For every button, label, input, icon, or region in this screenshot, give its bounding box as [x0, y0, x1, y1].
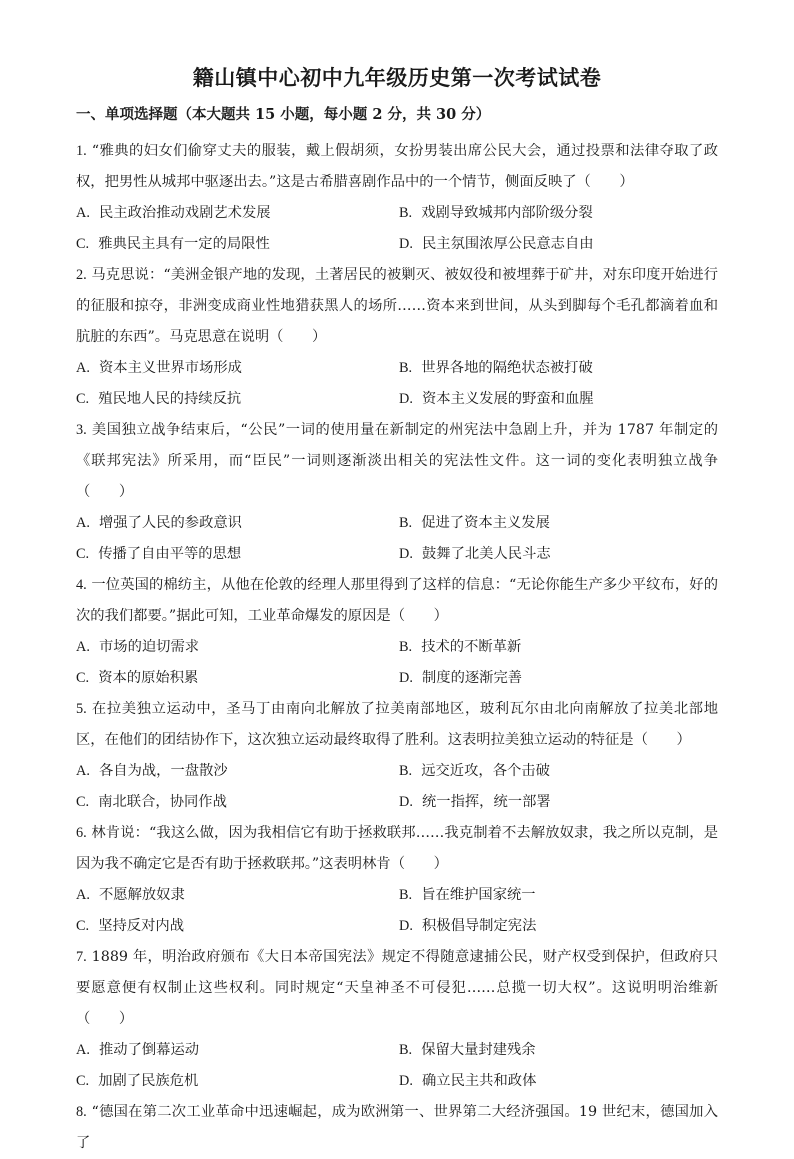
- option-a: [76, 198, 399, 229]
- option-label: B.: [399, 1042, 413, 1058]
- option-text: 鼓舞了北美人民斗志: [422, 546, 551, 562]
- option-text: 世界各地的隔绝状态被打破: [421, 360, 593, 376]
- answer-options: [76, 756, 718, 818]
- question-block: [76, 1097, 718, 1159]
- option-label: D.: [399, 546, 413, 562]
- option-label: C.: [76, 794, 90, 810]
- option-text: 民主政治推动戏剧艺术发展: [99, 205, 271, 221]
- option-a: [76, 353, 399, 384]
- option-c: [76, 384, 399, 415]
- question-text: 在拉美独立运动中，圣马丁由南向北解放了拉美南部地区，玻利瓦尔由北向南解放了拉美北部地区，在他们的团结协作下，这次独立运动最终取得了胜利。这表明拉美独立运动的特征是（ ）: [76, 701, 718, 748]
- option-text: 增强了人民的参政意识: [99, 515, 242, 531]
- option-a: [76, 1035, 399, 1066]
- option-label: D.: [399, 794, 413, 810]
- option-b: [399, 756, 718, 787]
- question-text: 1889 年，明治政府颁布《大日本帝国宪法》规定不得随意逮捕公民，财产权受到保护，但政府只要愿意便有权制止这些权利。同时规定“天皇神圣不可侵犯……总揽一切大权”。这说明明治维新（ ）: [76, 949, 718, 1027]
- question-list: [76, 136, 718, 1159]
- option-label: A.: [76, 205, 90, 221]
- question-stem: [76, 260, 718, 353]
- option-text: 远交近攻，各个击破: [421, 763, 550, 779]
- option-text: 促进了资本主义发展: [421, 515, 550, 531]
- option-label: B.: [399, 205, 413, 221]
- option-text: 各自为战，一盘散沙: [99, 763, 228, 779]
- option-label: D.: [399, 391, 413, 407]
- option-text: 不愿解放奴隶: [99, 887, 185, 903]
- option-label: B.: [399, 887, 413, 903]
- question-text: 马克思说：“美洲金银产地的发现，土著居民的被剿灭、被奴役和被埋葬于矿井，对东印度开始进行的征服和掠夺，非洲变成商业性地猎获黑人的场所……资本来到世间，从头到脚每个毛孔都滴着血和肮脏的东西”。马克思意在说明（ ）: [76, 267, 718, 345]
- option-text: 资本的原始积累: [98, 670, 199, 686]
- option-label: D.: [399, 1073, 413, 1089]
- question-block: [76, 570, 718, 694]
- option-text: 资本主义世界市场形成: [99, 360, 242, 376]
- option-text: 资本主义发展的野蛮和血腥: [422, 391, 594, 407]
- option-c: [76, 229, 399, 260]
- option-d: [399, 663, 718, 694]
- option-label: D.: [399, 670, 413, 686]
- option-label: A.: [76, 763, 90, 779]
- question-number: 7.: [76, 949, 87, 965]
- option-label: B.: [399, 763, 413, 779]
- option-b: [399, 632, 718, 663]
- option-c: [76, 539, 399, 570]
- option-text: 统一指挥，统一部署: [422, 794, 551, 810]
- option-c: [76, 911, 399, 942]
- question-block: [76, 818, 718, 942]
- option-label: C.: [76, 1073, 90, 1089]
- option-label: C.: [76, 546, 90, 562]
- option-text: 确立民主共和政体: [422, 1073, 537, 1089]
- option-a: [76, 508, 399, 539]
- question-stem: [76, 1097, 718, 1159]
- question-text: “德国在第二次工业革命中迅速崛起，成为欧洲第一、世界第二大经济强国。19 世纪末，德国加入了: [76, 1104, 719, 1151]
- option-label: B.: [399, 639, 413, 655]
- question-stem: [76, 818, 718, 880]
- option-d: [399, 539, 718, 570]
- option-d: [399, 911, 718, 942]
- option-label: B.: [399, 360, 413, 376]
- option-text: 戏剧导致城邦内部阶级分裂: [421, 205, 593, 221]
- question-stem: [76, 694, 718, 756]
- option-label: A.: [76, 887, 90, 903]
- option-label: D.: [399, 236, 413, 252]
- option-label: D.: [399, 918, 413, 934]
- option-d: [399, 384, 718, 415]
- answer-options: [76, 880, 718, 942]
- answer-options: [76, 508, 718, 570]
- question-block: [76, 260, 718, 415]
- option-text: 推动了倒幕运动: [99, 1042, 200, 1058]
- option-b: [399, 198, 718, 229]
- question-number: 3.: [76, 422, 87, 438]
- option-d: [399, 787, 718, 818]
- option-text: 雅典民主具有一定的局限性: [98, 236, 270, 252]
- question-number: 6.: [76, 825, 87, 841]
- question-stem: [76, 136, 718, 198]
- question-number: 1.: [76, 143, 87, 159]
- option-a: [76, 632, 399, 663]
- question-stem: [76, 415, 718, 508]
- question-text: “雅典的妇女们偷穿丈夫的服装，戴上假胡须，女扮男装出席公民大会，通过投票和法律夺取了政权，把男性从城邦中驱逐出去。”这是古希腊喜剧作品中的一个情节，侧面反映了（ ）: [76, 143, 719, 190]
- answer-options: [76, 1035, 718, 1097]
- option-b: [399, 353, 718, 384]
- option-b: [399, 508, 718, 539]
- question-block: [76, 694, 718, 818]
- option-d: [399, 229, 718, 260]
- answer-options: [76, 632, 718, 694]
- option-text: 坚持反对内战: [98, 918, 184, 934]
- option-text: 民主氛围浓厚公民意志自由: [422, 236, 594, 252]
- option-c: [76, 663, 399, 694]
- option-label: A.: [76, 515, 90, 531]
- answer-options: [76, 353, 718, 415]
- exam-title: 籍山镇中心初中九年级历史第一次考试试卷: [192, 65, 602, 90]
- question-text: 林肯说：“我这么做，因为我相信它有助于拯救联邦……我克制着不去解放奴隶，我之所以克制，是因为我不确定它是否有助于拯救联邦。”这表明林肯（ ）: [76, 825, 718, 872]
- option-label: C.: [76, 236, 90, 252]
- question-stem: [76, 942, 718, 1035]
- option-label: A.: [76, 1042, 90, 1058]
- option-label: B.: [399, 515, 413, 531]
- question-number: 2.: [76, 267, 87, 283]
- question-text: 美国独立战争结束后，“公民”一词的使用量在新制定的州宪法中急剧上升，并为 1787 年制定的《联邦宪法》所采用，而“臣民”一词则逐渐淡出相关的宪法性文件。这一词的变化表明独立战争（ ）: [76, 422, 719, 500]
- option-c: [76, 787, 399, 818]
- section-heading: 一、单项选择题（本大题共 15 小题，每小题 2 分，共 30 分）: [76, 106, 491, 123]
- question-text: 一位英国的棉纺主，从他在伦敦的经理人那里得到了这样的信息：“无论你能生产多少平纹布，好的次的我们都要。”据此可知，工业革命爆发的原因是（ ）: [76, 577, 718, 624]
- question-number: 5.: [76, 701, 87, 717]
- option-label: C.: [76, 918, 90, 934]
- question-block: [76, 942, 718, 1097]
- option-text: 南北联合，协同作战: [98, 794, 227, 810]
- option-text: 保留大量封建残余: [421, 1042, 536, 1058]
- option-label: C.: [76, 670, 90, 686]
- option-text: 加剧了民族危机: [98, 1073, 199, 1089]
- option-b: [399, 880, 718, 911]
- question-number: 8.: [76, 1104, 87, 1120]
- option-d: [399, 1066, 718, 1097]
- option-label: C.: [76, 391, 90, 407]
- question-block: [76, 415, 718, 570]
- option-text: 技术的不断革新: [421, 639, 522, 655]
- option-text: 制度的逐渐完善: [422, 670, 523, 686]
- answer-options: [76, 198, 718, 260]
- option-text: 积极倡导制定宪法: [422, 918, 537, 934]
- option-a: [76, 756, 399, 787]
- option-a: [76, 880, 399, 911]
- option-text: 传播了自由平等的思想: [98, 546, 242, 562]
- question-block: [76, 136, 718, 260]
- option-text: 殖民地人民的持续反抗: [98, 391, 242, 407]
- question-stem: [76, 570, 718, 632]
- option-c: [76, 1066, 399, 1097]
- option-b: [399, 1035, 718, 1066]
- option-label: A.: [76, 639, 90, 655]
- question-number: 4.: [76, 577, 87, 593]
- option-text: 旨在维护国家统一: [421, 887, 536, 903]
- option-text: 市场的迫切需求: [99, 639, 200, 655]
- option-label: A.: [76, 360, 90, 376]
